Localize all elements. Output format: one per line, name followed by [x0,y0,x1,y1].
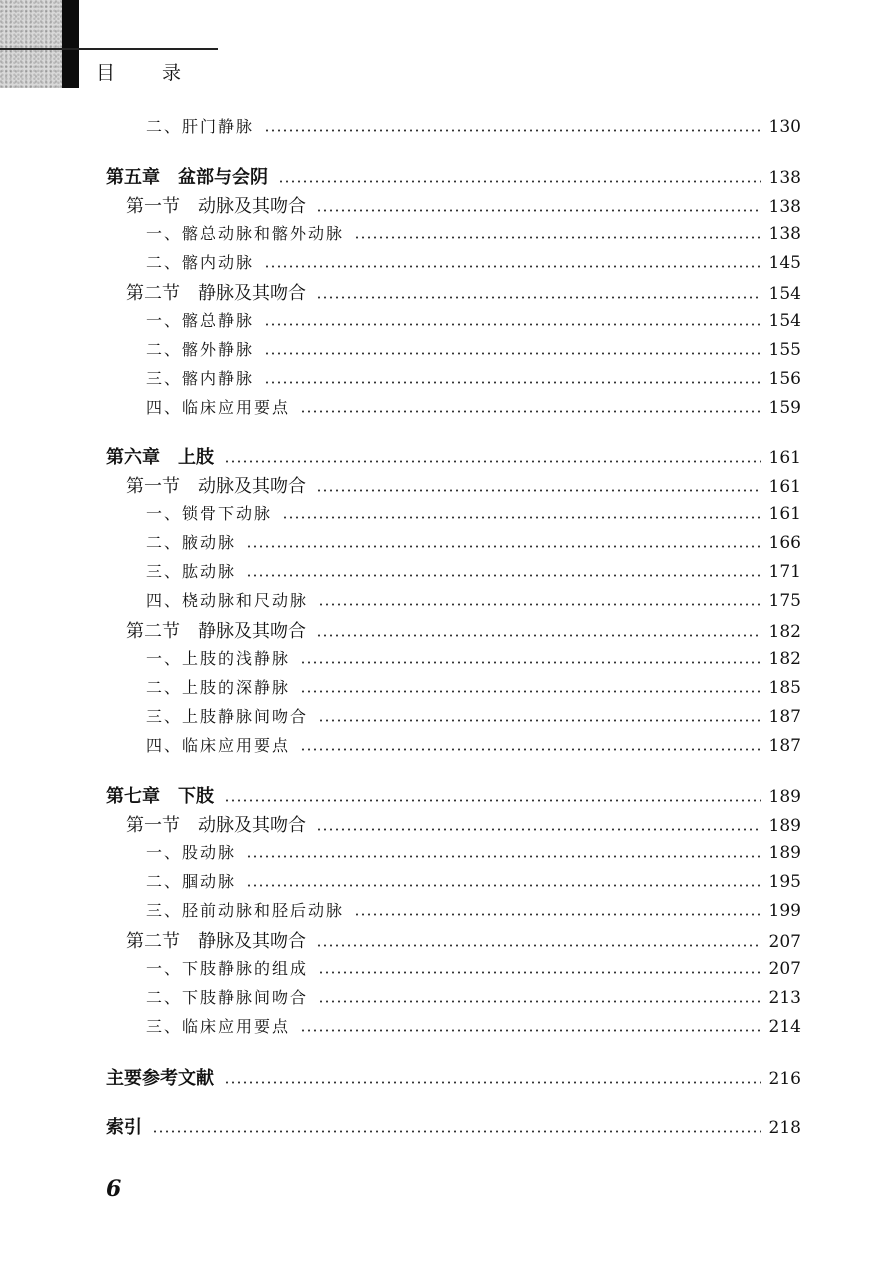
toc-entry-title: 三、肱动脉 [146,562,237,581]
toc-entry-page: 138 [768,168,801,188]
toc-section-entry[interactable] [126,192,801,218]
dot-leader [264,129,761,132]
toc-entry-title: 第二节 静脉及其吻合 [126,621,306,642]
toc-entry-title: 四、临床应用要点 [146,398,291,417]
dot-leader [318,603,761,606]
dot-leader [278,180,761,183]
toc-entry-page: 182 [768,622,801,642]
toc-subsection-entry[interactable] [146,559,801,585]
dot-leader [316,944,761,947]
toc-entry-title: 二、髂外静脉 [146,340,255,359]
toc-entry-page: 159 [768,398,801,418]
toc-entry-title: 一、上肢的浅静脉 [146,649,291,668]
dot-leader [300,410,761,413]
toc-entry-title: 二、上肢的深静脉 [146,678,291,697]
toc-entry-page: 213 [768,988,801,1008]
toc-entry-title: 索引 [106,1117,142,1138]
toc-entry-page: 161 [768,477,801,497]
toc-backmatter-entry[interactable] [106,1113,801,1139]
toc-section-entry[interactable] [126,472,801,498]
toc-subsection-entry[interactable] [146,337,801,363]
toc-entry-page: 138 [768,224,801,244]
toc-entry-title: 三、髂内静脉 [146,369,255,388]
toc-entry-title: 二、髂内动脉 [146,253,255,272]
toc-entry-title: 第二节 静脉及其吻合 [126,283,306,304]
toc-section-entry[interactable] [126,279,801,305]
toc-entry-page: 154 [768,311,801,331]
toc-entry-page: 171 [768,562,801,582]
dot-leader [300,748,761,751]
dot-leader [264,323,761,326]
dot-leader [300,1029,761,1032]
toc-entry-page: 182 [768,649,801,669]
toc-entry-title: 三、临床应用要点 [146,1017,291,1036]
toc-entry-page: 166 [768,533,801,553]
dot-leader [264,265,761,268]
toc-entry-title: 二、腋动脉 [146,533,237,552]
toc-subsection-entry[interactable] [146,588,801,614]
toc-entry-title: 一、髂总动脉和髂外动脉 [146,224,345,243]
toc-entry-title: 一、髂总静脉 [146,311,255,330]
dot-leader [246,545,761,548]
toc-entry-title: 第二节 静脉及其吻合 [126,931,306,952]
toc-subsection-entry[interactable] [146,733,801,759]
toc-subsection-entry[interactable] [146,704,801,730]
toc-entry-page: 214 [768,1017,801,1037]
toc-section-entry[interactable] [126,617,801,643]
toc-entry-page: 154 [768,284,801,304]
dot-leader [264,381,761,384]
toc-entry-page: 138 [768,197,801,217]
toc-entry-title: 三、胫前动脉和胫后动脉 [146,901,345,920]
toc-entry-title: 四、桡动脉和尺动脉 [146,591,309,610]
page-number: 6 [106,1176,122,1202]
toc-subsection-entry[interactable] [146,898,801,924]
toc-entry-page: 216 [768,1069,801,1089]
dot-leader [264,352,761,355]
dot-leader [300,690,761,693]
toc-subsection-entry[interactable] [146,675,801,701]
dot-leader [300,661,761,664]
dot-leader [282,516,761,519]
dot-leader [316,634,761,637]
dot-leader [318,971,761,974]
toc-entry-page: 187 [768,707,801,727]
toc-entry-page: 199 [768,901,801,921]
dot-leader [224,1081,761,1084]
dot-leader [316,296,761,299]
toc-entry-page: 145 [768,253,801,273]
toc-backmatter-entry[interactable] [106,1064,801,1090]
toc-entry-title: 第一节 动脉及其吻合 [126,196,306,217]
toc-subsection-entry[interactable] [146,395,801,421]
toc-subsection-entry[interactable] [146,956,801,982]
toc-entry-title: 第一节 动脉及其吻合 [126,476,306,497]
toc-entry-title: 一、股动脉 [146,843,237,862]
dot-leader [316,828,761,831]
toc-subsection-entry[interactable] [146,646,801,672]
toc-entry-page: 130 [768,117,801,137]
toc-subsection-entry[interactable] [146,114,801,140]
toc-subsection-entry[interactable] [146,250,801,276]
toc-subsection-entry[interactable] [146,869,801,895]
toc-section-entry[interactable] [126,927,801,953]
toc-entry-page: 175 [768,591,801,611]
dot-leader [224,799,761,802]
toc-subsection-entry[interactable] [146,501,801,527]
toc-entry-title: 第六章 上肢 [106,447,214,468]
toc-section-entry[interactable] [126,811,801,837]
toc-entry-page: 185 [768,678,801,698]
toc-entry-title: 一、下肢静脉的组成 [146,959,309,978]
dot-leader [354,236,761,239]
toc-subsection-entry[interactable] [146,308,801,334]
dot-leader [318,719,761,722]
toc-entry-title: 第七章 下肢 [106,786,214,807]
dot-leader [246,855,761,858]
toc-chapter-entry[interactable] [106,782,801,808]
page-title: 目 录 [96,62,196,84]
dot-leader [316,489,761,492]
toc-entry-title: 二、腘动脉 [146,872,237,891]
toc-entry-page: 161 [768,448,801,468]
toc-entry-page: 207 [768,959,801,979]
toc-subsection-entry[interactable] [146,530,801,556]
dot-leader [224,460,761,463]
toc-entry-page: 218 [768,1118,801,1138]
dot-leader [354,913,761,916]
toc-entry-page: 161 [768,504,801,524]
toc-chapter-entry[interactable] [106,163,801,189]
dot-leader [152,1130,761,1133]
toc-entry-page: 189 [768,787,801,807]
dot-leader [318,1000,761,1003]
toc-entry-title: 三、上肢静脉间吻合 [146,707,309,726]
toc-entry-title: 主要参考文献 [106,1068,214,1089]
dot-leader [246,574,761,577]
toc-entry-page: 195 [768,872,801,892]
toc-subsection-entry[interactable] [146,1014,801,1040]
toc-entry-title: 第一节 动脉及其吻合 [126,815,306,836]
toc-entry-page: 207 [768,932,801,952]
toc-chapter-entry[interactable] [106,443,801,469]
toc-subsection-entry[interactable] [146,840,801,866]
toc-entry-title: 四、临床应用要点 [146,736,291,755]
toc-entry-title: 第五章 盆部与会阴 [106,167,268,188]
dot-leader [246,884,761,887]
toc-subsection-entry[interactable] [146,221,801,247]
toc-entry-page: 189 [768,843,801,863]
toc-entry-title: 二、肝门静脉 [146,117,255,136]
toc-entry-page: 155 [768,340,801,360]
dot-leader [316,209,761,212]
toc-subsection-entry[interactable] [146,366,801,392]
toc-entry-title: 一、锁骨下动脉 [146,504,273,523]
toc-entry-page: 189 [768,816,801,836]
toc-entry-page: 156 [768,369,801,389]
toc-subsection-entry[interactable] [146,985,801,1011]
toc-entry-title: 二、下肢静脉间吻合 [146,988,309,1007]
toc-entry-page: 187 [768,736,801,756]
